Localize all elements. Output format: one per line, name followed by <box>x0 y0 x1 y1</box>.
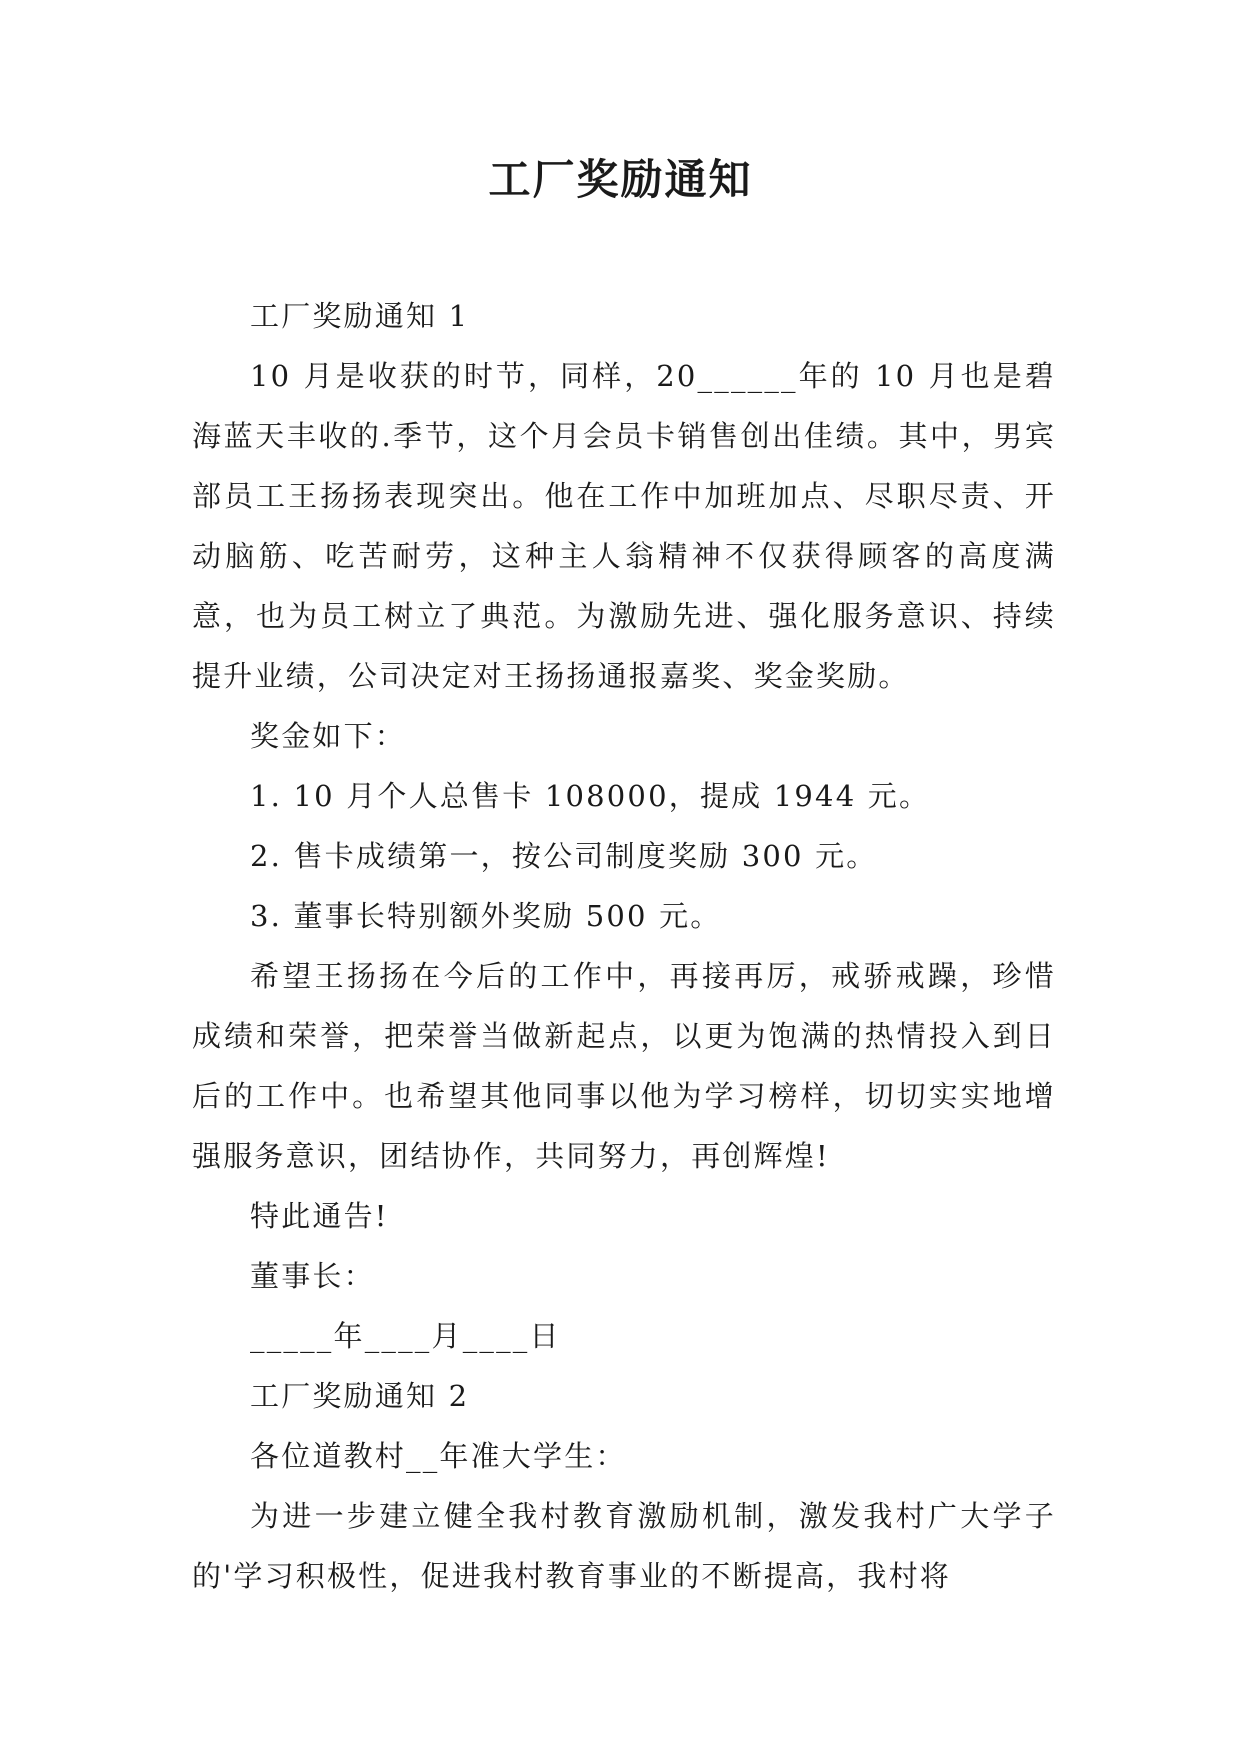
notice-line: 特此通告! <box>250 1199 389 1233</box>
bonus-list-heading: 奖金如下： <box>250 719 407 753</box>
bonus-item-3: 3. 董事长特别额外奖励 500 元。 <box>250 899 722 933</box>
bonus-item-1: 1. 10 月个人总售卡 108000，提成 1944 元。 <box>250 779 931 813</box>
closing-paragraph: 希望王扬扬在今后的工作中，再接再厉，戒骄戒躁，珍惜成绩和荣誉，把荣誉当做新起点，以更为饱满的热情投入到日后的工作中。也希望其他同事以他为学习榜样，切切实实地增强服务意识，团结协作，共同努力，再创辉煌! <box>192 959 1056 1173</box>
document-title: 工厂奖励通知 <box>488 155 753 204</box>
section-heading-1: 工厂奖励通知 1 <box>250 299 470 333</box>
bonus-item-2: 2. 售卡成绩第一，按公司制度奖励 300 元。 <box>250 839 878 873</box>
salutation: 各位道教村__年准大学生： <box>250 1439 627 1473</box>
section-heading-2: 工厂奖励通知 2 <box>250 1379 470 1413</box>
intro-paragraph: 10 月是收获的时节，同样，20______年的 10 月也是碧海蓝天丰收的.季节，这个月会员卡销售创出佳绩。其中，男宾部员工王扬扬表现突出。他在工作中加班加点、尽职尽责、开动脑筋、吃苦耐劳，这种主人翁精神不仅获得顾客的高度满意，也为员工树立了典范。为激励先进、强化服务意识、持续提升业绩，公司决定对王扬扬通报嘉奖、奖金奖励。 <box>192 359 1056 693</box>
document-body <box>192 286 1056 1606</box>
date-line: _____年____月____日 <box>250 1319 561 1353</box>
section-2-paragraph: 为进一步建立健全我村教育激励机制，激发我村广大学子的'学习积极性，促进我村教育事业的不断提高，我村将 <box>192 1499 1056 1593</box>
signature-label: 董事长： <box>250 1259 375 1293</box>
